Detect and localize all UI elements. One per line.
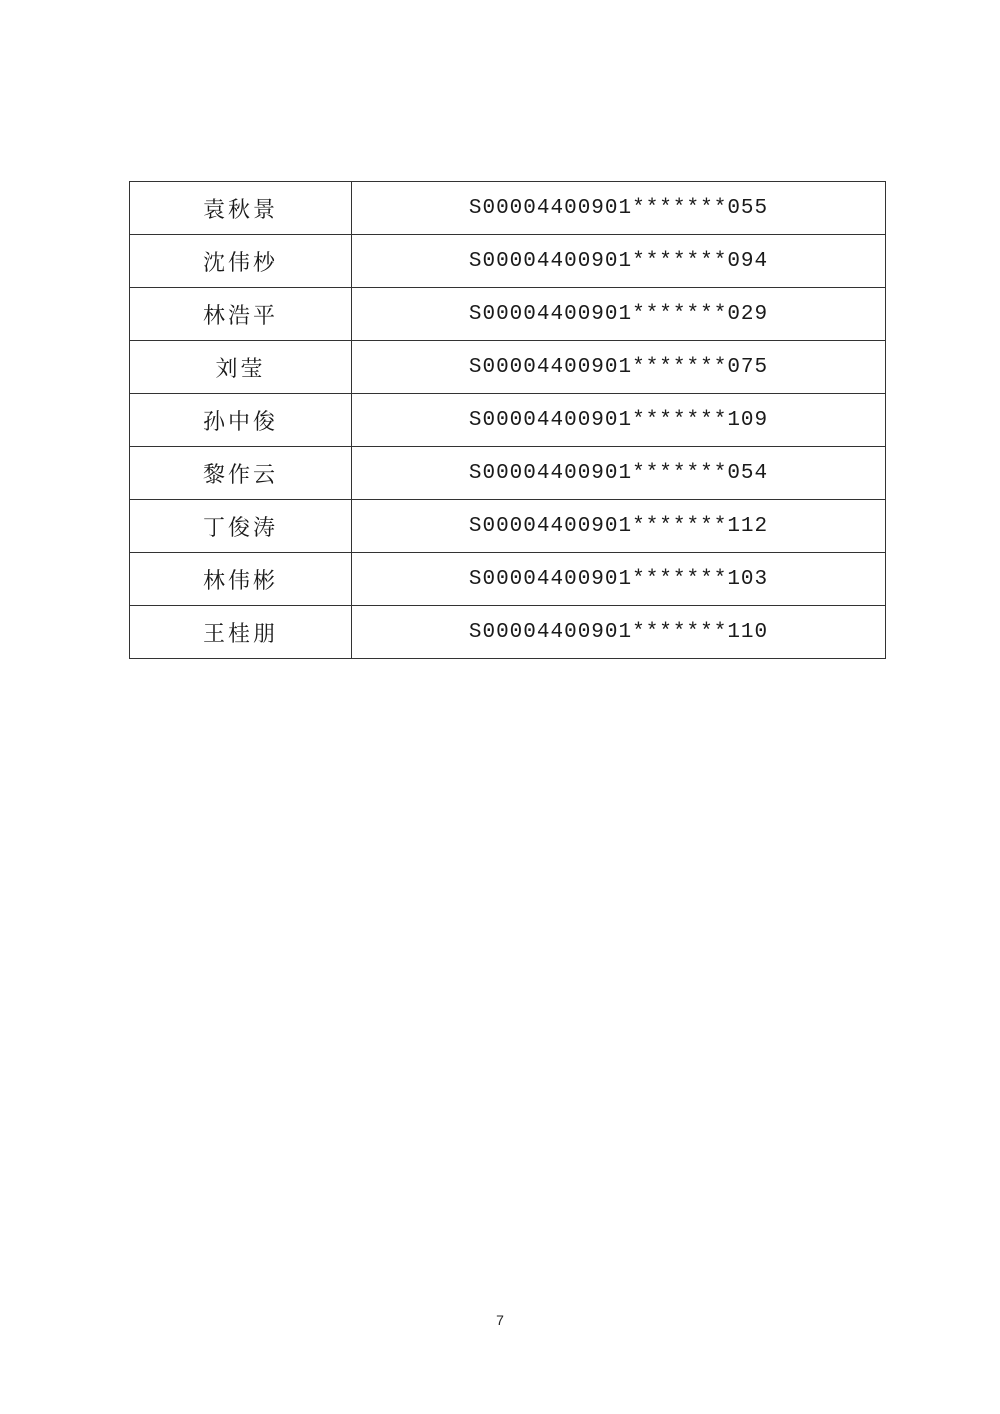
- name-cell: 袁秋景: [130, 182, 352, 235]
- registration-table: [129, 181, 886, 659]
- table-row: [130, 500, 886, 553]
- page-number: 7: [496, 1312, 504, 1328]
- table-row: [130, 235, 886, 288]
- id-cell: S00004400901*******029: [352, 288, 886, 341]
- id-cell: S00004400901*******055: [352, 182, 886, 235]
- id-cell: S00004400901*******103: [352, 553, 886, 606]
- name-cell: 林伟彬: [130, 553, 352, 606]
- name-cell: 林浩平: [130, 288, 352, 341]
- name-cell: 丁俊涛: [130, 500, 352, 553]
- table-row: [130, 394, 886, 447]
- table-row: [130, 288, 886, 341]
- id-cell: S00004400901*******110: [352, 606, 886, 659]
- id-cell: S00004400901*******109: [352, 394, 886, 447]
- table-row: [130, 447, 886, 500]
- table-row: [130, 182, 886, 235]
- table-row: [130, 553, 886, 606]
- id-cell: S00004400901*******054: [352, 447, 886, 500]
- id-cell: S00004400901*******075: [352, 341, 886, 394]
- name-cell: 孙中俊: [130, 394, 352, 447]
- table-row: [130, 341, 886, 394]
- id-cell: S00004400901*******094: [352, 235, 886, 288]
- name-cell: 王桂朋: [130, 606, 352, 659]
- id-cell: S00004400901*******112: [352, 500, 886, 553]
- name-cell: 沈伟杪: [130, 235, 352, 288]
- name-cell: 刘莹: [130, 341, 352, 394]
- table-row: [130, 606, 886, 659]
- name-cell: 黎作云: [130, 447, 352, 500]
